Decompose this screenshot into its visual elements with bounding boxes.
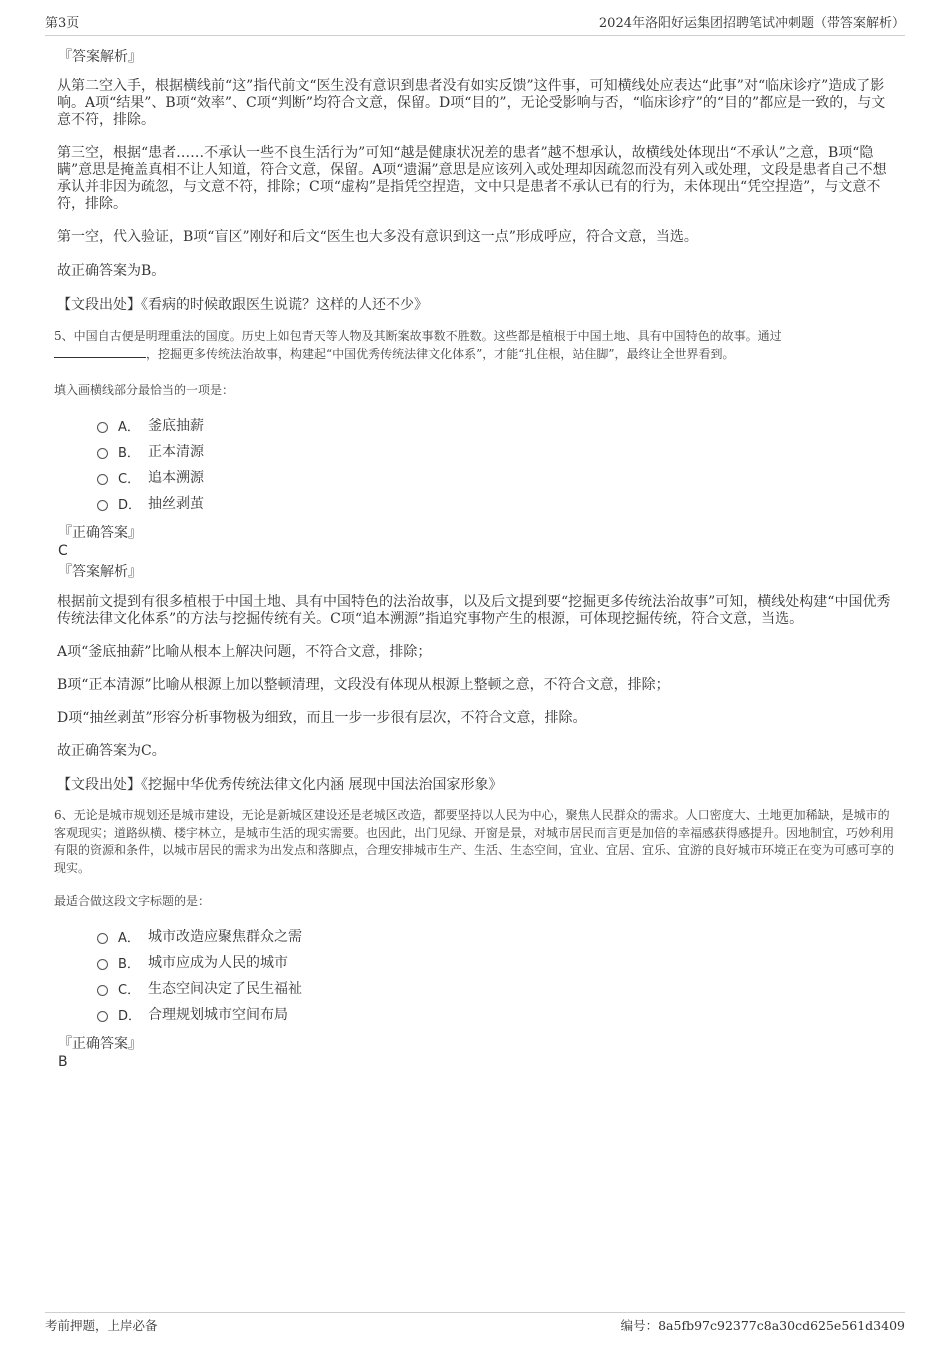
radio-icon[interactable] bbox=[97, 474, 108, 485]
radio-icon[interactable] bbox=[97, 448, 108, 459]
q5-analysis-paragraph: D项“抽丝剥茧”形容分析事物极为细致，而且一步一步很有层次，不符合文意，排除。 bbox=[57, 710, 587, 726]
q5-source: 【文段出处】《挖掘中华优秀传统法律文化内涵 展现中国法治国家形象》 bbox=[57, 777, 503, 793]
q5-option-b[interactable]: B． 正本清源 bbox=[97, 438, 897, 464]
q6-stem: 6、无论是城市规划还是城市建设，无论是新城区建设还是老城区改造，都要坚持以人民为中心，聚焦人民群众的需求。人口密度大、土地更加稀缺，是城市的客观现实；道路纵横、楼宇林立，是城市生活的现实需要。也因此，出门见绿、开窗是景，对城市居民而言更是加倍的幸福感获得感提升。因地制宜，巧妙利用有限的资源和条件，以城市居民的需求为出发点和落脚点，合理安排城市生产、生活、生态空间，宜业、宜居、宜乐、宜游的良好城市环境正在变为可感可享的现实。 bbox=[54, 808, 895, 875]
q5-prompt: 填入画横线部分最恰当的一项是： bbox=[54, 383, 235, 397]
radio-icon[interactable] bbox=[97, 1011, 108, 1022]
q5-blank bbox=[54, 346, 146, 358]
q6-options bbox=[57, 923, 897, 1027]
q5-answer: C bbox=[58, 543, 68, 559]
q5-analysis-paragraph: 故正确答案为C。 bbox=[57, 743, 166, 759]
prev-source: 【文段出处】《看病的时候敢跟医生说谎？这样的人还不少》 bbox=[57, 297, 428, 313]
document-title: 2024年洛阳好运集团招聘笔试冲刺题（带答案解析） bbox=[598, 16, 905, 31]
prev-analysis-paragraph: 第三空，根据“患者……不承认一些不良生活行为”可知“越是健康状况差的患者”越不想承认，故横线处体现出“不承认”之意，B项“隐瞒”意思是掩盖真相不让人知道，符合文意，保留。A项“遗漏”意思是应该列入或处理却因疏忽而没有列入或处理，文段是患者自己不想承认并非因为疏忽，与文意不符，排除；C项“虚构”是指凭空捏造，文中只是患者不承认已有的行为，未体现出“凭空捏造”，与文意不符，排除。 bbox=[57, 145, 887, 212]
q6-answer: B bbox=[58, 1054, 68, 1070]
prev-analysis-paragraph: 第一空，代入验证，B项“盲区”刚好和后文“医生也大多没有意识到这一点”形成呼应，符合文意，当选。 bbox=[57, 229, 698, 245]
q6-option-b[interactable]: B． 城市应成为人民的城市 bbox=[97, 949, 897, 975]
footer-slogan: 考前押题，上岸必备 bbox=[45, 1318, 158, 1333]
q6-option-c[interactable]: C． 生态空间决定了民生福祉 bbox=[97, 975, 897, 1001]
q5-option-d[interactable]: D． 抽丝剥茧 bbox=[97, 490, 897, 516]
page-number: 第3页 bbox=[45, 16, 80, 31]
radio-icon[interactable] bbox=[97, 985, 108, 996]
q5-stem-before: 5、中国自古便是明理重法的国度。历史上如包青天等人物及其断案故事数不胜数。这些都是植根于中国土地、具有中国特色的故事。通过 bbox=[54, 329, 782, 343]
radio-icon[interactable] bbox=[97, 500, 108, 511]
prev-analysis-paragraph: 故正确答案为B。 bbox=[57, 263, 166, 279]
q5-stem bbox=[54, 328, 897, 363]
radio-icon[interactable] bbox=[97, 422, 108, 433]
page-footer bbox=[45, 1312, 905, 1334]
q5-option-c[interactable]: C． 追本溯源 bbox=[97, 464, 897, 490]
page-content bbox=[54, 48, 897, 1071]
page-header bbox=[45, 12, 905, 36]
q5-analysis-paragraph: A项“釜底抽薪”比喻从根本上解决问题，不符合文意，排除； bbox=[57, 644, 432, 660]
prev-analysis-heading: 『答案解析』 bbox=[58, 49, 142, 65]
q5-answer-heading: 『正确答案』 bbox=[58, 525, 142, 541]
q6-option-d[interactable]: D． 合理规划城市空间布局 bbox=[97, 1001, 897, 1027]
q5-options bbox=[57, 412, 897, 516]
q5-stem-after: ，挖掘更多传统法治故事，构建起“中国优秀传统法律文化体系”，才能“扎住根，站住脚”，最终让全世界看到。 bbox=[146, 346, 735, 361]
q6-prompt: 最适合做这段文字标题的是： bbox=[54, 894, 211, 908]
q5-analysis-paragraph: 根据前文提到有很多植根于中国土地、具有中国特色的法治故事，以及后文提到要“挖掘更多传统法治故事”可知，横线处构建“中国优秀传统法律文化体系”的方法与挖掘传统有关。C项“追本溯源”指追究事物产生的根源，可体现挖掘传统，符合文意，当选。 bbox=[57, 594, 891, 627]
radio-icon[interactable] bbox=[97, 959, 108, 970]
q5-option-a[interactable]: A． 釜底抽薪 bbox=[97, 412, 897, 438]
document-serial: 编号：8a5fb97c92377c8a30cd625e561d3409 bbox=[620, 1318, 905, 1333]
q6-option-a[interactable]: A． 城市改造应聚焦群众之需 bbox=[97, 923, 897, 949]
q5-analysis-heading: 『答案解析』 bbox=[58, 564, 142, 580]
prev-analysis-paragraph: 从第二空入手，根据横线前“这”指代前文“医生没有意识到患者没有如实反馈”这件事，可知横线处应表达“此事”对“临床诊疗”造成了影响。A项“结果”、B项“效率”、C项“判断”均符合文意，保留。D项“目的”，无论受影响与否，“临床诊疗”的“目的”都应是一致的，与文意不符，排除。 bbox=[57, 78, 886, 128]
q6-answer-heading: 『正确答案』 bbox=[58, 1036, 142, 1052]
radio-icon[interactable] bbox=[97, 933, 108, 944]
q5-analysis-paragraph: B项“正本清源”比喻从根源上加以整顿清理，文段没有体现从根源上整顿之意，不符合文意，排除； bbox=[57, 677, 670, 693]
